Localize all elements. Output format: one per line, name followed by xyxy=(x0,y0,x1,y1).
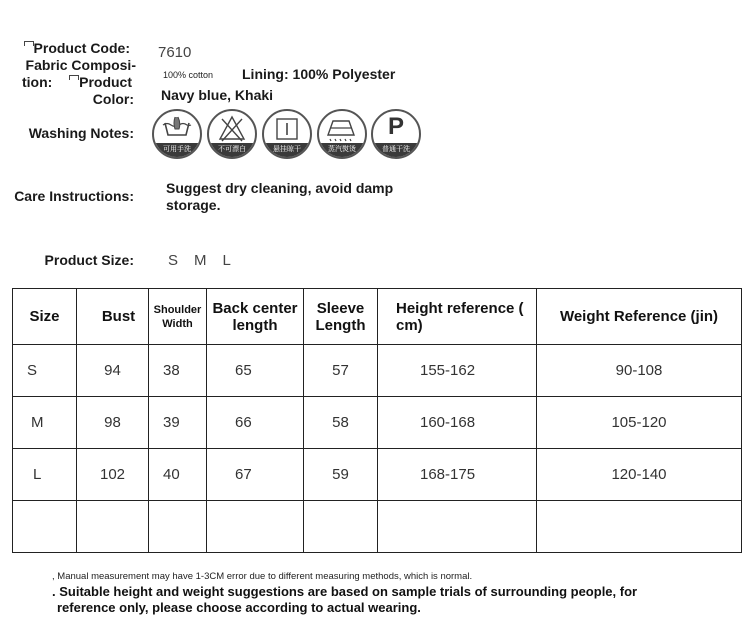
cell-empty xyxy=(304,501,378,553)
size-chart-table xyxy=(12,288,742,553)
cell-empty xyxy=(77,501,149,553)
table-row xyxy=(13,397,742,449)
header-back-line1: Back center xyxy=(212,299,298,317)
cell-size: M xyxy=(13,397,77,449)
note-bullet: . xyxy=(52,584,60,599)
hang-dry-label: 悬挂晾干 xyxy=(264,143,310,157)
cell-empty xyxy=(537,501,742,553)
cell-bust: 98 xyxy=(77,397,149,449)
color-label-line1-text: Product xyxy=(79,74,132,90)
fabric-label xyxy=(20,57,136,74)
size-label: Product Size: xyxy=(44,252,134,268)
cell-size: S xyxy=(13,345,77,397)
table-row xyxy=(13,449,742,501)
cell-empty xyxy=(378,501,537,553)
table-row-empty xyxy=(13,501,742,553)
hand-wash-icon xyxy=(152,109,202,159)
hand-wash-label: 可用手洗 xyxy=(154,143,200,157)
size-option-s: S xyxy=(168,252,179,269)
care-value-line1: Suggest dry cleaning, avoid damp xyxy=(166,180,394,196)
size-option-m: M xyxy=(194,252,207,269)
color-label-line2: Color: xyxy=(92,91,134,107)
table-row xyxy=(13,345,742,397)
fabric-label-line1: Fabric Composi- xyxy=(25,57,136,73)
header-height-reference xyxy=(378,289,537,345)
cell-bust: 102 xyxy=(77,449,149,501)
care-value-line2: storage. xyxy=(166,197,221,213)
cell-back-length: 65 xyxy=(207,345,304,397)
care-label: Care Instructions: xyxy=(14,188,134,204)
header-weight-reference: Weight Reference (jin) xyxy=(537,289,742,345)
cell-shoulder: 40 xyxy=(149,449,207,501)
steam-iron-icon xyxy=(317,109,367,159)
hang-dry-icon xyxy=(262,109,312,159)
cell-shoulder: 39 xyxy=(149,397,207,449)
lining-value: Lining: 100% Polyester xyxy=(242,66,396,82)
steam-iron-label: 蒸汽熨烫 xyxy=(319,143,365,157)
cell-sleeve: 58 xyxy=(304,397,378,449)
size-options xyxy=(168,252,231,269)
table-header-row xyxy=(13,289,742,345)
cell-weight: 105-120 xyxy=(537,397,742,449)
care-value xyxy=(166,180,393,214)
header-sleeve-length xyxy=(304,289,378,345)
header-shoulder-line2: Width xyxy=(162,317,193,330)
color-value: Navy blue, Khaki xyxy=(161,87,274,103)
header-sleeve-line2: Length xyxy=(315,316,366,334)
cell-sleeve: 59 xyxy=(304,449,378,501)
header-bust: Bust xyxy=(77,289,149,345)
header-height-line2: cm) xyxy=(396,316,423,334)
cell-height: 168-175 xyxy=(378,449,537,501)
washing-label: Washing Notes: xyxy=(28,125,134,141)
cell-size: L xyxy=(13,449,77,501)
fit-note-line2: reference only, please choose according to actual wearing. xyxy=(57,600,421,615)
note-bullet: , xyxy=(52,571,58,582)
no-bleach-icon xyxy=(207,109,257,159)
cell-bust: 94 xyxy=(77,345,149,397)
header-height-line1: Height reference ( xyxy=(396,299,524,317)
fit-suggestion-note xyxy=(52,584,637,616)
cell-weight: 120-140 xyxy=(537,449,742,501)
measurement-note xyxy=(52,571,472,582)
cell-back-length: 66 xyxy=(207,397,304,449)
color-label-line1 xyxy=(62,74,132,91)
product-code-label-text: Product Code: xyxy=(33,40,130,56)
cell-empty xyxy=(13,501,77,553)
cell-shoulder: 38 xyxy=(149,345,207,397)
header-back-center-length xyxy=(207,289,304,345)
header-shoulder-line1: Shoulder xyxy=(153,303,202,316)
bracket-mark-icon xyxy=(24,41,34,46)
product-code-value: 7610 xyxy=(158,44,192,61)
size-option-l: L xyxy=(222,252,231,269)
header-shoulder-width xyxy=(149,289,207,345)
product-code-label xyxy=(20,40,130,57)
cell-back-length: 67 xyxy=(207,449,304,501)
measurement-note-text: Manual measurement may have 1-3CM error due to different measuring methods, which is normal. xyxy=(57,571,473,582)
dry-clean-label: 普通干洗 xyxy=(373,143,419,157)
fabric-label-line2: tion: xyxy=(22,74,53,90)
cell-sleeve: 57 xyxy=(304,345,378,397)
header-size: Size xyxy=(13,289,77,345)
cell-weight: 90-108 xyxy=(537,345,742,397)
no-bleach-label: 不可漂白 xyxy=(209,143,255,157)
dry-clean-icon xyxy=(371,109,421,159)
cell-empty xyxy=(149,501,207,553)
header-back-line2: length xyxy=(232,316,278,334)
bracket-mark-icon xyxy=(69,75,79,80)
cell-height: 155-162 xyxy=(378,345,537,397)
fabric-value: 100% cotton xyxy=(163,70,214,80)
fit-note-line1: Suitable height and weight suggestions are based on sample trials of surrounding people, for xyxy=(59,584,638,599)
cell-empty xyxy=(207,501,304,553)
cell-height: 160-168 xyxy=(378,397,537,449)
header-sleeve-line1: Sleeve xyxy=(316,299,365,317)
dry-clean-glyph: P xyxy=(387,113,404,140)
